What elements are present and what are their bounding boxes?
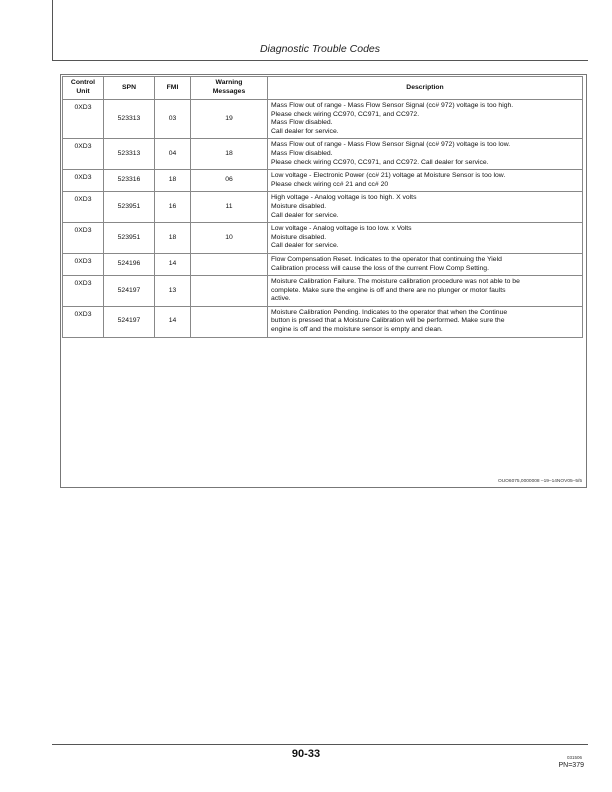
table-row [63, 100, 583, 139]
table-row [63, 306, 583, 337]
description-line: Call dealer for service. [271, 127, 339, 135]
cell-control-unit: 0XD3 [63, 253, 104, 275]
description-line: Moisture Calibration Pending. Indicates to the operator that when the Continue [271, 308, 508, 316]
date-code: 031506 [566, 755, 582, 760]
cell-control-unit: 0XD3 [63, 223, 104, 254]
cell-control-unit: 0XD3 [63, 306, 104, 337]
description-line: Please check wiring CC970, CC971, and CC972. Call dealer for service. [271, 158, 489, 166]
cell-description [268, 139, 583, 170]
cell-spn: 523313 [104, 100, 155, 139]
cell-fmi: 13 [155, 276, 191, 307]
cell-spn: 523951 [104, 192, 155, 223]
document-code-reference: OUO6075,0000008 –19–14NOV05–5/5 [497, 479, 582, 484]
description-line: Call dealer for service. [271, 211, 339, 219]
table-row [63, 253, 583, 275]
cell-warning: 06 [191, 170, 268, 192]
page-title: Diagnostic Trouble Codes [259, 43, 381, 55]
col-header-description: Description [268, 77, 583, 100]
col-header-line: Control [70, 79, 96, 87]
cell-warning [191, 253, 268, 275]
cell-spn: 523313 [104, 139, 155, 170]
table-row [63, 139, 583, 170]
cell-spn: 523316 [104, 170, 155, 192]
cell-warning: 18 [191, 139, 268, 170]
cell-control-unit: 0XD3 [63, 170, 104, 192]
description-line: Moisture disabled. [271, 202, 327, 210]
cell-description [268, 170, 583, 192]
table-header-row [63, 77, 583, 100]
description-line: complete. Make sure the engine is off and there are no plunger or motor faults [271, 286, 506, 294]
page-number: 90-33 [291, 748, 321, 760]
col-header-warning-messages [191, 77, 268, 100]
description-line: High voltage - Analog voltage is too high. X volts [271, 194, 417, 202]
description-line: Please check wiring cc# 21 and cc# 20 [271, 180, 389, 188]
cell-description [268, 100, 583, 139]
cell-control-unit: 0XD3 [63, 100, 104, 139]
cell-warning: 10 [191, 223, 268, 254]
table-row [63, 170, 583, 192]
cell-spn: 523951 [104, 223, 155, 254]
dtc-table [62, 76, 583, 338]
col-header-spn: SPN [104, 77, 155, 100]
description-line: Moisture Calibration Failure. The moisture calibration procedure was not able to be [271, 278, 520, 286]
col-header-line: Unit [76, 88, 90, 95]
description-line: button is pressed that a Moisture Calibration will be performed. Make sure the [271, 317, 505, 325]
cell-fmi: 03 [155, 100, 191, 139]
description-line: Mass Flow disabled. [271, 149, 333, 157]
cell-control-unit: 0XD3 [63, 192, 104, 223]
description-line: Flow Compensation Reset. Indicates to the operator that continuing the Yield [271, 255, 502, 263]
cell-description [268, 276, 583, 307]
pn-number: PN=379 [558, 762, 584, 769]
table-row [63, 276, 583, 307]
description-line: Moisture disabled. [271, 233, 327, 241]
description-line: Please check wiring CC970, CC971, and CC972. [271, 110, 420, 118]
cell-spn: 524197 [104, 306, 155, 337]
cell-fmi: 18 [155, 170, 191, 192]
description-line: Mass Flow out of range - Mass Flow Sensor Signal (cc# 972) voltage is too low. [271, 141, 511, 149]
col-header-control-unit [63, 77, 104, 100]
cell-spn: 524197 [104, 276, 155, 307]
description-line: active. [271, 295, 291, 303]
table-body [63, 100, 583, 338]
description-line: Low voltage - Electronic Power (cc# 21) voltage at Moisture Sensor is too low. [271, 172, 506, 180]
description-line: Calibration process will cause the loss of the current Flow Comp Setting. [271, 264, 489, 272]
table-row [63, 192, 583, 223]
description-line: Call dealer for service. [271, 242, 339, 250]
cell-warning: 11 [191, 192, 268, 223]
cell-fmi: 18 [155, 223, 191, 254]
col-header-fmi: FMI [155, 77, 191, 100]
table-row [63, 223, 583, 254]
description-line: Mass Flow out of range - Mass Flow Sensor Signal (cc# 972) voltage is too high. [271, 102, 514, 109]
header-rule [52, 60, 588, 61]
description-line: Mass Flow disabled. [271, 119, 333, 127]
cell-warning [191, 276, 268, 307]
cell-spn: 524196 [104, 253, 155, 275]
cell-fmi: 14 [155, 253, 191, 275]
description-line: Low voltage - Analog voltage is too low. x Volts [271, 225, 412, 233]
description-line: engine is off and the moisture sensor is empty and clean. [271, 326, 443, 334]
cell-description [268, 192, 583, 223]
cell-description [268, 253, 583, 275]
col-header-line: Messages [212, 88, 246, 95]
cell-description [268, 306, 583, 337]
cell-fmi: 14 [155, 306, 191, 337]
cell-description [268, 223, 583, 254]
cell-control-unit: 0XD3 [63, 276, 104, 307]
cell-warning [191, 306, 268, 337]
cell-fmi: 04 [155, 139, 191, 170]
cell-fmi: 16 [155, 192, 191, 223]
footer-rule [52, 744, 588, 745]
cell-control-unit: 0XD3 [63, 139, 104, 170]
col-header-line: Warning [215, 79, 243, 87]
cell-warning: 19 [191, 100, 268, 139]
